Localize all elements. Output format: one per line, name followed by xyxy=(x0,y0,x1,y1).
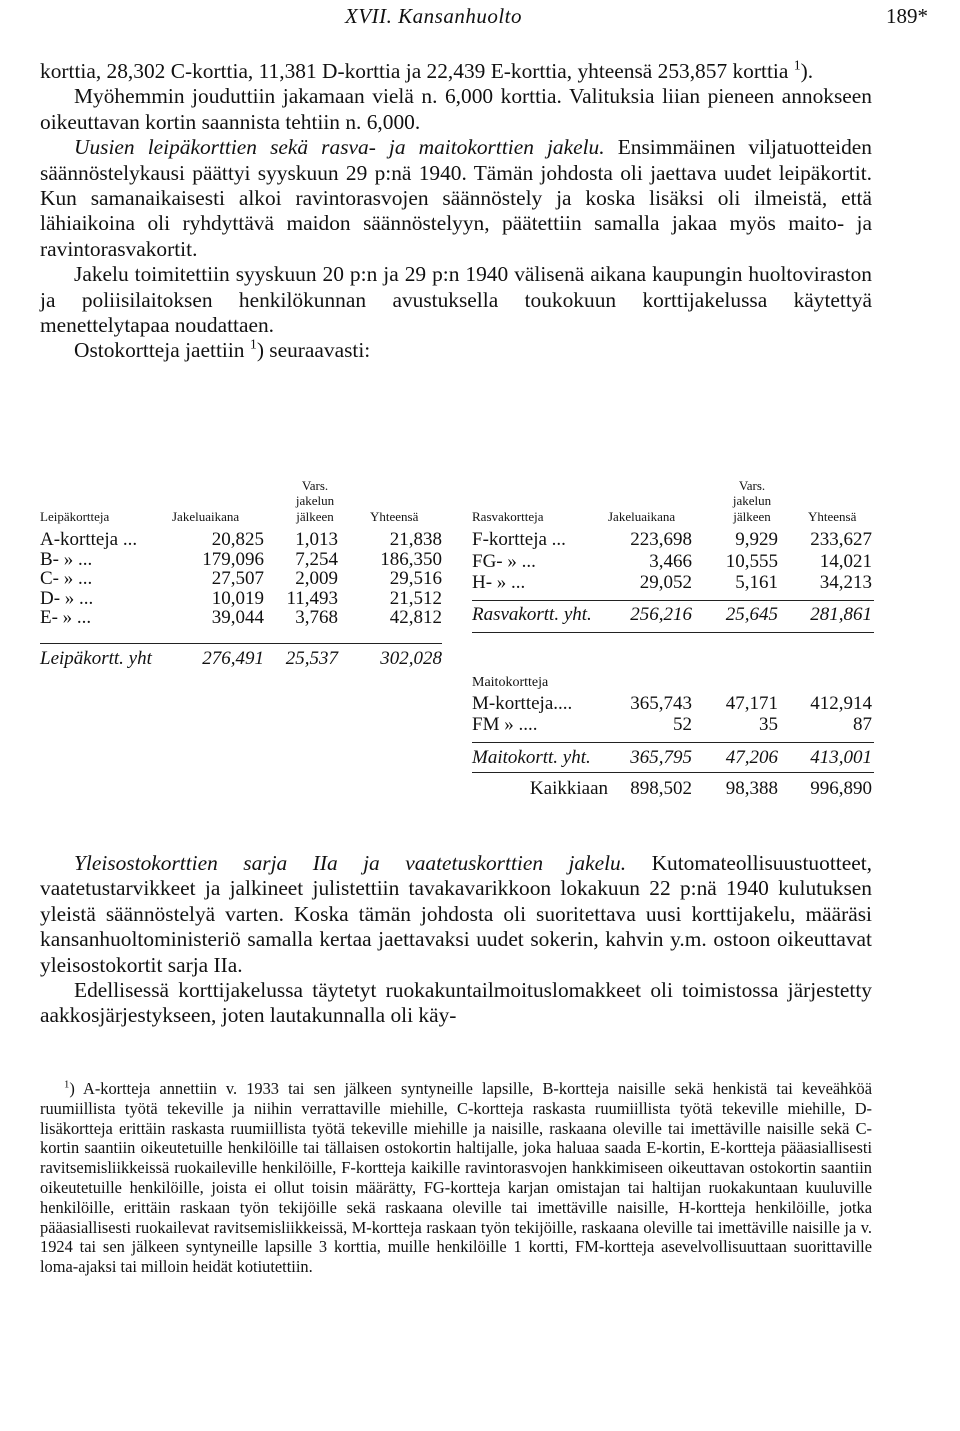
bread-row-period: 10,019 xyxy=(211,587,264,609)
bread-row-after: 2,009 xyxy=(295,568,338,589)
paragraph-3: Uusien leipäkorttien sekä rasva- ja maitokorttien jakelu. Ensimmäinen viljatuotteiden säännöstelykausi päättyi syyskuun 29 p:nä 1940. Tämän johdosta oli jaettava uudet leipäkortit. Kun samanaikaisesti alkoi ravintorasvojen säännöstely ja koska lisäksi oli ilmeistä, että lähiaikoina oli ryhdyttävä maidon säännöstelyyn, päätettiin samalla jakaa myös maito- ja ravintorasvakortit. xyxy=(40,135,872,261)
fat-row-period: 223,698 xyxy=(630,529,692,550)
col-header-after-3: jälkeen xyxy=(296,509,334,524)
fat-row-label: FG- » ... xyxy=(472,550,536,572)
fat-total-label: Rasvakortt. yht. xyxy=(472,604,592,625)
col-header-after-1: Vars. xyxy=(738,478,766,493)
bread-row-label: D- » ... xyxy=(40,587,94,609)
paragraph-1: korttia, 28,302 C-korttia, 11,381 D-korttia ja 22,439 E-korttia, yhteensä 253,857 korttia $^1$). xyxy=(40,58,814,83)
bread-row-label: C- » ... xyxy=(40,568,93,589)
fat-row-total: 14,021 xyxy=(819,550,872,572)
paragraph-5: Ostokortteja jaettiin $^1$) seuraavasti: xyxy=(74,338,371,363)
total-rule xyxy=(472,742,874,743)
bread-row-label: E- » ... xyxy=(40,607,92,628)
footnote xyxy=(40,1079,872,1277)
milk-total-total: 413,001 xyxy=(810,747,872,768)
fat-row-total: 233,627 xyxy=(810,529,872,550)
total-rule xyxy=(40,643,442,644)
lower-section xyxy=(40,851,872,1029)
bread-row-after: 11,493 xyxy=(286,587,338,609)
col-header-after-1: Vars. xyxy=(301,478,329,493)
bread-row-label: B- » ... xyxy=(40,548,93,570)
milk-table-heading: Maitokortteja xyxy=(472,675,549,690)
fat-total-after: 25,645 xyxy=(725,604,778,625)
bread-row-after: 1,013 xyxy=(295,529,338,550)
milk-row-after: 47,171 xyxy=(725,693,778,714)
fat-row-period: 29,052 xyxy=(639,572,692,593)
bread-row-period: 179,096 xyxy=(202,548,264,570)
fat-total-total: 281,861 xyxy=(810,604,872,625)
fat-row-label: H- » ... xyxy=(472,572,526,593)
fat-total-period: 256,216 xyxy=(630,604,692,625)
col-header-after-2: jakelun xyxy=(732,493,772,508)
bread-row-total: 21,512 xyxy=(389,587,442,609)
paragraph-2: Myöhemmin jouduttiin jakamaan vielä n. 6,000 korttia. Valituksia liian pieneen annokseen oikeuttavan kortin saannista tehtiin n. 6,000. xyxy=(40,84,872,134)
fat-row-label: F-kortteja ... xyxy=(472,529,566,550)
bread-total-after: 25,537 xyxy=(285,648,338,669)
fat-row-after: 5,161 xyxy=(735,572,778,593)
running-header xyxy=(0,2,960,32)
bread-row-after: 3,768 xyxy=(295,607,338,628)
grand-total-after: 98,388 xyxy=(725,778,778,799)
milk-row-period: 52 xyxy=(673,714,692,735)
col-header-total: Yhteensä xyxy=(808,509,857,524)
fat-row-after: 10,555 xyxy=(725,550,778,572)
fat-row-after: 9,929 xyxy=(735,529,778,550)
fat-row-total: 34,213 xyxy=(819,572,872,593)
page-number: 189* xyxy=(886,4,928,28)
bread-total-total: 302,028 xyxy=(380,648,442,669)
milk-row-after: 35 xyxy=(759,714,778,735)
paragraph-4: Jakelu toimitettiin syyskuun 20 p:n ja 29 p:n 1940 välisenä aikana kaupungin huoltoviraston ja poliisilaitoksen henkilökunnan avustuksella toukokuun korttijakelussa käytettyä menettelytapaa noudattaen. xyxy=(40,262,872,338)
bread-row-total: 21,838 xyxy=(389,529,442,550)
bread-row-total: 186,350 xyxy=(380,548,442,570)
table-rule xyxy=(472,772,874,773)
col-header-after-3: jälkeen xyxy=(733,509,771,524)
footnote-marker: 1 xyxy=(64,1079,70,1091)
milk-total-label: Maitokortt. yht. xyxy=(472,747,591,768)
milk-row-period: 365,743 xyxy=(630,693,692,714)
col-header-period: Jakeluaikana xyxy=(172,509,240,524)
milk-row-total: 412,914 xyxy=(810,693,872,714)
milk-row-label: FM » .... xyxy=(472,714,538,735)
bread-row-label: A-kortteja ... xyxy=(40,529,138,550)
footnote-ref: 1 xyxy=(249,338,257,354)
paragraph-6: Yleisostokorttien sarja IIa ja vaatetuskorttien jakelu. Kutomateollisuustuotteet, vaatetustarvikkeet ja jalkineet julistettiin tavakavarikkoon lokakuun 22 p:nä 1940 kulutuksen yleistä säännöstelyä varten. Koska tämän johdosta oli suoritettava uusi korttijakelu, määräsi kansanhuoltoministeriö samalla kertaa jaettavaksi uudet sokerin, kahvin y.m. ostoon oikeuttavat yleisostokortit sarja IIa. xyxy=(40,851,872,977)
col-header-after-2: jakelun xyxy=(295,493,335,508)
bread-row-total: 29,516 xyxy=(389,568,442,589)
milk-total-after: 47,206 xyxy=(725,747,778,768)
section-heading: Uusien leipäkorttien sekä rasva- ja maitokorttien jakelu. xyxy=(74,135,605,160)
bread-row-period: 20,825 xyxy=(211,529,264,550)
total-rule xyxy=(472,600,874,601)
bread-row-after: 7,254 xyxy=(295,548,338,570)
bread-row-period: 39,044 xyxy=(211,607,264,628)
chapter-title: XVII. Kansanhuolto xyxy=(345,4,522,28)
milk-total-period: 365,795 xyxy=(630,747,692,768)
section-heading: Yleisostokorttien sarja IIa ja vaatetuskorttien jakelu. xyxy=(74,851,627,875)
grand-total-label: Kaikkiaan xyxy=(529,778,608,799)
bread-row-period: 27,507 xyxy=(211,568,264,589)
col-header-period: Jakeluaikana xyxy=(608,509,676,524)
bread-total-label: Leipäkortt. yht xyxy=(40,648,152,669)
fat-row-period: 3,466 xyxy=(649,550,692,572)
col-header-kind: Rasvakortteja xyxy=(472,509,544,524)
intro-section xyxy=(40,59,872,364)
footnote-ref: 1 xyxy=(793,58,801,74)
milk-row-total: 87 xyxy=(853,714,872,735)
bread-row-total: 42,812 xyxy=(389,607,442,628)
grand-total-total: 996,890 xyxy=(810,778,872,799)
milk-row-label: M-kortteja.... xyxy=(472,693,573,714)
table-rule xyxy=(472,632,874,633)
col-header-kind: Leipäkortteja xyxy=(40,509,110,524)
footnote-1: $^1$) A-kortteja annettiin v. 1933 tai sen jälkeen syntyneille lapsille, B-kortteja naisille sekä henkistä tai keveähköä ruumiillista työtä tekeville ja niihin verrattaville miehille, C-kortteja raskasta ruumiillista työtä tekeville miehille, D-lisäkortteja erittäin raskasta ruumiillista työtä tekeville miehille ja naisille, raskaana oleville tai imettäville naisille sekä C-kortin saantiin oikeutetuille henkilöille tai tällaisen ostokortin haltijalle, joka haluaa saada E-kortin, E-kortteja pääasiallisesti ravitsemisliikkeissä ruokaileville henkilöille, F-kortteja kaikille ravintorasvojen hankkimiseen oikeuttavan ostokortin saantiin oikeutetuille henkilöille, joista ei ollut toisin määrätty, FG-kortteja karjan omistajan tai haltijan ruokakuntaan kuuluville henkilöille, erittäin raskaan työn tekijöille sekä raskaana oleville tai imettäville naisille, H-kortteja henkilöille, jotka pääasiallisesti ruokailevat ravitsemisliikkeissä, M-kortteja raskaan työn tekijöille, raskaana oleville tai imettäville naisille ja v. 1924 tai sen jälkeen syntyneille lapsille 3 korttia, muille henkilöille 1 kortti, FM-kortteja asevelvollisuuttaan suorittaville loma-ajaksi tai milloin heidät kotiutettiin. xyxy=(40,1079,872,1277)
grand-total-period: 898,502 xyxy=(630,778,692,799)
col-header-total: Yhteensä xyxy=(370,509,419,524)
bread-total-period: 276,491 xyxy=(202,648,264,669)
paragraph-7: Edellisessä korttijakelussa täytetyt ruokakuntailmoituslomakkeet oli toimistossa järjestetty aakkosjärjestykseen, joten lautakunnalla oli käy- xyxy=(40,978,872,1028)
